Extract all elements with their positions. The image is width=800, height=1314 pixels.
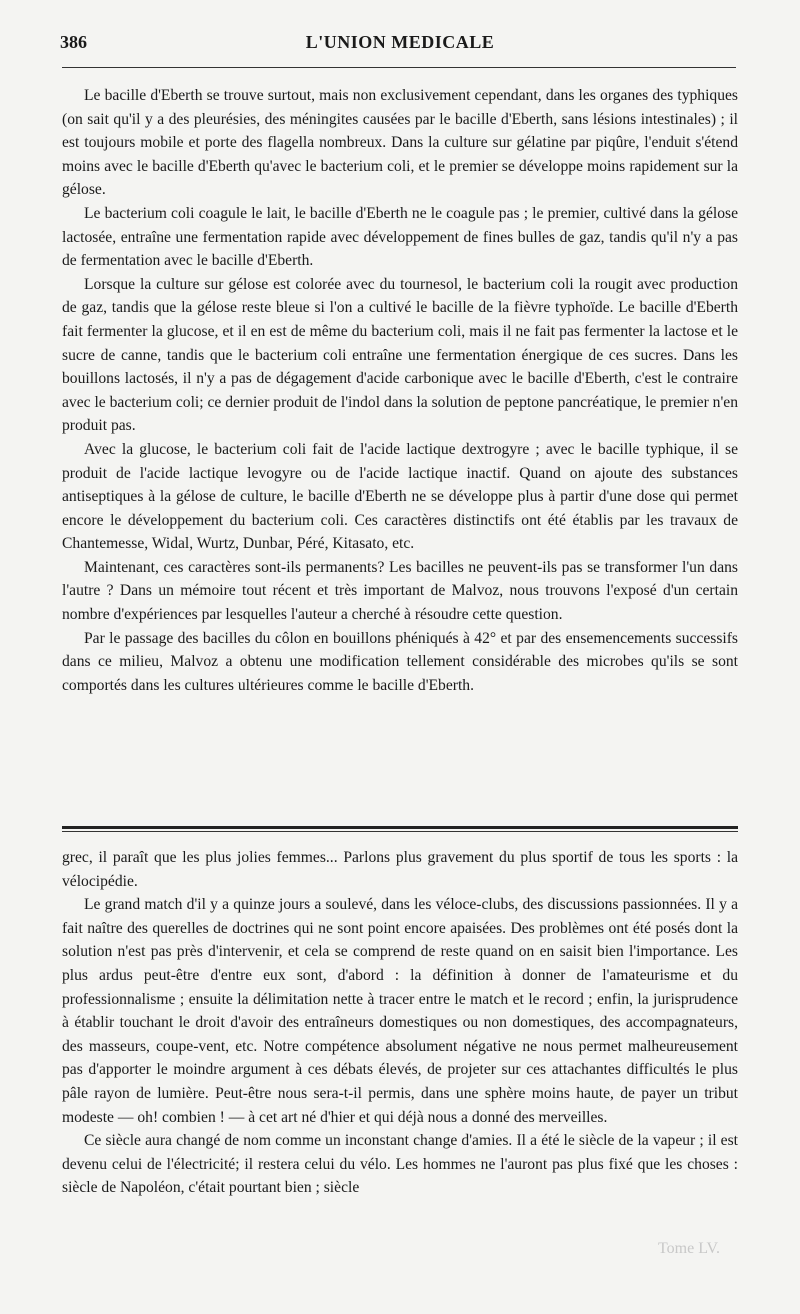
faint-footer-mark: Tome LV. — [658, 1240, 720, 1257]
paragraph: Le bacille d'Eberth se trouve surtout, mais non exclusivement cependant, dans les organes des typhiques (on sait qu'il y a des pleurésies, des méningites causées par le bacille d'Eberth, sans lésions intestinales) ; il est toujours mobile et porte des flagella nombreux. Dans la culture sur gélatine par piqûre, l'enduit s'étend moins avec le bacille d'Eberth qu'avec le bacterium coli, et le premier se développe moins rapidement sur la gélose. — [62, 87, 738, 199]
article-bottom — [62, 846, 738, 1200]
paragraph: Le grand match d'il y a quinze jours a soulevé, dans les véloce-clubs, des discussions passionnées. Il y a fait naître des querelles de doctrines qui ne sont point encore apaisées. Des problèmes ont été posés dont la solution n'est pas près d'intervenir, et cela se comprend de reste quand on en saisit bien l'importance. Les plus ardus peut-être d'entre eux sont, d'abord : la définition à donner de l'amateurisme et du professionnalisme ; ensuite la délimitation nette à tracer entre le match et le record ; enfin, la jurisprudence à établir touchant le droit d'avoir des entraîneurs domestiques ou non domestiques, des accompagnateurs, des masseurs, coupe-vent, etc. Notre compétence absolument négative ne nous permet malheureusement pas d'apporter le moindre argument à ces débats élevés, de projeter sur ces attachantes difficultés le plus pâle rayon de lumière. Peut-être nous sera-t-il permis, dans une sphère moins haute, de payer un tribut modeste — oh! combien ! — à cet art né d'hier et qui déjà nous a donné des merveilles. — [62, 896, 738, 1126]
article-top — [62, 84, 738, 697]
paragraph: Le bacterium coli coagule le lait, le bacille d'Eberth ne le coagule pas ; le premier, cultivé dans la gélose lactosée, entraîne une fermentation rapide avec développement de fines bulles de gaz, tandis qu'il n'y a pas de fermentation avec le bacille d'Eberth. — [62, 204, 738, 270]
divider-thick-rule — [62, 826, 738, 829]
paragraph: grec, il paraît que les plus jolies femmes... Parlons plus gravement du plus sportif de tous les sports : la vélocipédie. — [62, 849, 738, 890]
paragraph: Maintenant, ces caractères sont-ils permanents? Les bacilles ne peuvent-ils pas se transformer l'un dans l'autre ? Dans un mémoire tout récent et très important de Malvoz, nous trouvons l'exposé d'un certain nombre d'expériences par lesquelles l'auteur a cherché à résoudre cette question. — [62, 558, 738, 624]
page-header — [60, 28, 740, 58]
divider-thin-rule — [62, 831, 738, 832]
paragraph: Par le passage des bacilles du côlon en bouillons phéniqués à 42° et par des ensemencements successifs dans ce milieu, Malvoz a obtenu une modification tellement considérable des microbes qu'ils se sont comportés dans les cultures ultérieures comme le bacille d'Eberth. — [62, 629, 738, 694]
header-rule — [62, 67, 736, 68]
paragraph: Avec la glucose, le bacterium coli fait de l'acide lactique dextrogyre ; avec le bacille typhique, il se produit de l'acide lactique levogyre ou de l'acide lactique inactif. Quand on ajoute des substances antiseptiques à la gélose de culture, le bacille d'Eberth ne se développe plus à partir d'une dose qui permet encore le développement du bacterium coli. Ces caractères distinctifs ont été établis par les travaux de Chantemesse, Widal, Wurtz, Dunbar, Péré, Kitasato, etc. — [62, 440, 738, 553]
paragraph: Lorsque la culture sur gélose est colorée avec du tournesol, le bacterium coli la rougit avec production de gaz, tandis que la gélose reste bleue si l'on a cultivé le bacille de la fièvre typhoïde. Le bacille d'Eberth fait fermenter la glucose, et il en est de même du bacterium coli, mais il ne fait pas fermenter la lactose et le sucre de canne, tandis que le bacterium coli entraîne une fermentation énergique de ces sucres. Dans les bouillons lactosés, il n'y a pas de dégagement d'acide carbonique avec le bacille d'Eberth, c'est le contraire avec le bacterium coli; ce dernier produit de l'indol dans la solution de peptone pancréatique, le premier n'en produit pas. — [62, 275, 738, 435]
paragraph: Ce siècle aura changé de nom comme un inconstant change d'amies. Il a été le siècle de la vapeur ; il est devenu celui de l'électricité; il restera celui du vélo. Les hommes ne l'auront pas plus fixé que les choses : siècle de Napoléon, c'était pourtant bien ; siècle — [62, 1132, 738, 1197]
page-number: 386 — [60, 32, 87, 52]
running-title: L'UNION MEDICALE — [305, 32, 495, 52]
